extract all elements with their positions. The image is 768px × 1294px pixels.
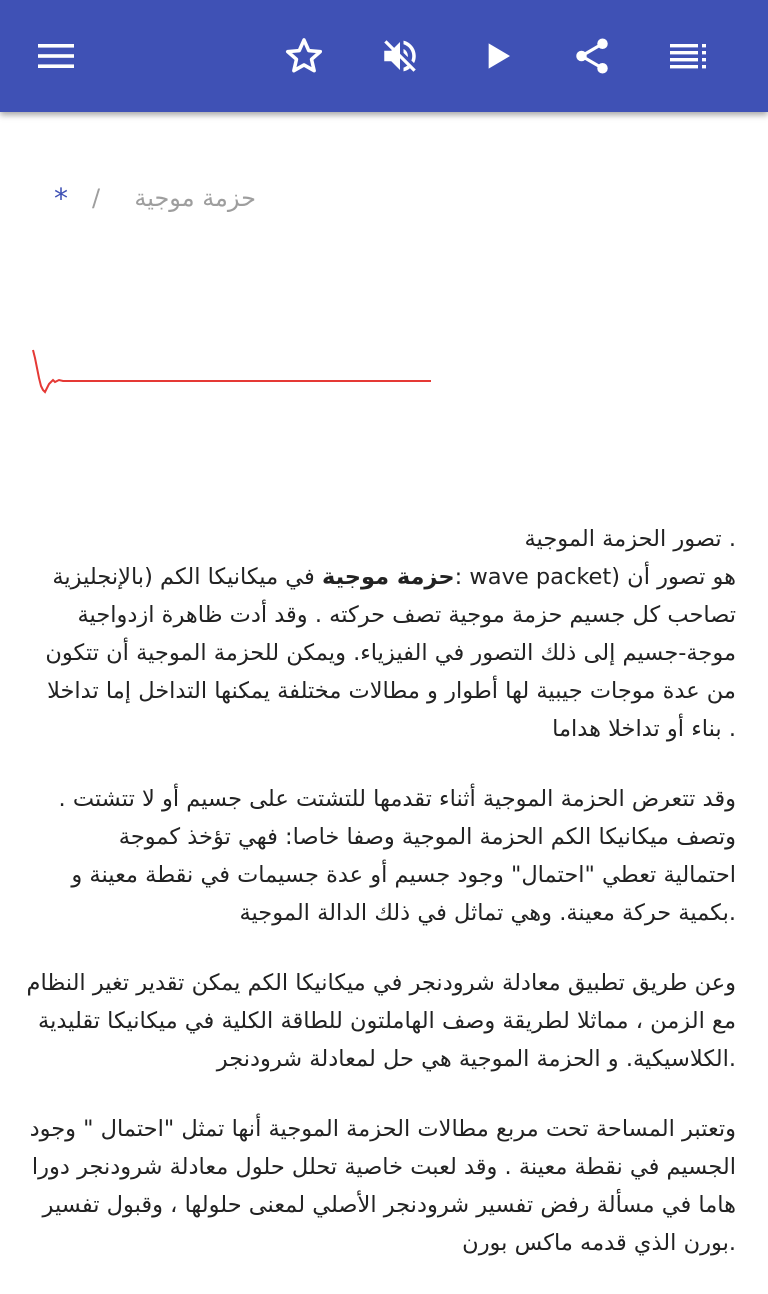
star-outline-icon (283, 35, 325, 77)
text-line: وقد تتعرض الحزمة الموجية أثناء تقدمها للتشتت على جسيم أو لا تتشتت . (58, 786, 736, 812)
mute-button[interactable] (372, 28, 428, 84)
text-line: تصاحب كل جسيم حزمة موجية تصف حركته . وقد أدت ظاهرة ازدواجية (77, 602, 736, 628)
wave-packet-figure (30, 340, 434, 400)
paragraph-4 (29, 1110, 736, 1262)
play-icon (482, 40, 514, 72)
paragraph-2 (32, 780, 736, 932)
text-line: .بورن الذي قدمه ماكس بورن (462, 1230, 736, 1256)
wave-packet-curve (33, 350, 431, 392)
text-line: وعن طريق تطبيق معادلة شرودنجر في ميكانيكا الكم يمكن تقدير تغير النظام (26, 970, 736, 996)
menu-button[interactable] (28, 28, 84, 84)
text-line: وتصف ميكانيكا الكم الحزمة الموجية وصفا خاصا: فهي تؤخذ كموجة (118, 824, 736, 850)
share-button[interactable] (564, 28, 620, 84)
volume-off-icon (379, 35, 421, 77)
text-line: وتعتبر المساحة تحت مربع مطالات الحزمة الموجية أنها تمثل "احتمال " وجود (29, 1116, 736, 1142)
text-line (32, 558, 736, 596)
paragraph-3 (26, 964, 736, 1078)
text-line: . بناء أو تداخلا هداما (552, 716, 736, 742)
bold-term: حزمة موجية (321, 564, 455, 590)
text-line: موجة-جسيم إلى ذلك التصور في الفيزياء. ويمكن للحزمة الموجية أن تتكون (45, 640, 736, 666)
breadcrumb-root-link[interactable]: * (54, 182, 68, 215)
breadcrumb (0, 180, 768, 224)
text-line: احتمالية تعطي "احتمال" وجود جسيم أو عدة جسيمات في نقطة معينة و (71, 862, 736, 888)
app-bar (0, 0, 768, 112)
text-line: .بكمية حركة معينة. وهي تماثل في ذلك الدالة الموجية (239, 900, 736, 926)
text-segment: هو تصور أن (wave packet : (454, 564, 736, 590)
share-icon (571, 35, 613, 77)
play-button[interactable] (470, 28, 526, 84)
text-line: الجسيم في نقطة معينة . وقد لعبت خاصية تحلل حلول معادلة شرودنجر دورا (31, 1154, 736, 1180)
paragraph-1 (32, 520, 736, 748)
breadcrumb-separator: / (92, 184, 101, 212)
contents-button[interactable] (660, 28, 716, 84)
text-line: .الكلاسيكية. و الحزمة الموجية هي حل لمعادلة شرودنجر (216, 1046, 736, 1072)
text-line: . تصور الحزمة الموجية (524, 526, 736, 552)
favorite-button[interactable] (276, 28, 332, 84)
list-icon (668, 42, 708, 70)
text-segment: في ميكانيكا الكم (بالإنجليزية (52, 564, 322, 590)
text-line: مع الزمن ، مماثلا لطريقة وصف الهاملتون للطاقة الكلية في ميكانيكا تقليدية (38, 1008, 736, 1034)
article-body (26, 520, 736, 1294)
text-line: من عدة موجات جيبية لها أطوار و مطالات مختلفة يمكنها التداخل إما تداخلا (47, 678, 736, 704)
menu-icon (36, 42, 76, 70)
breadcrumb-current: حزمة موجية (134, 184, 256, 212)
text-line: هاما في مسألة رفض تفسير شرودنجر الأصلي لمعنى حلولها ، وقبول تفسير (42, 1192, 736, 1218)
